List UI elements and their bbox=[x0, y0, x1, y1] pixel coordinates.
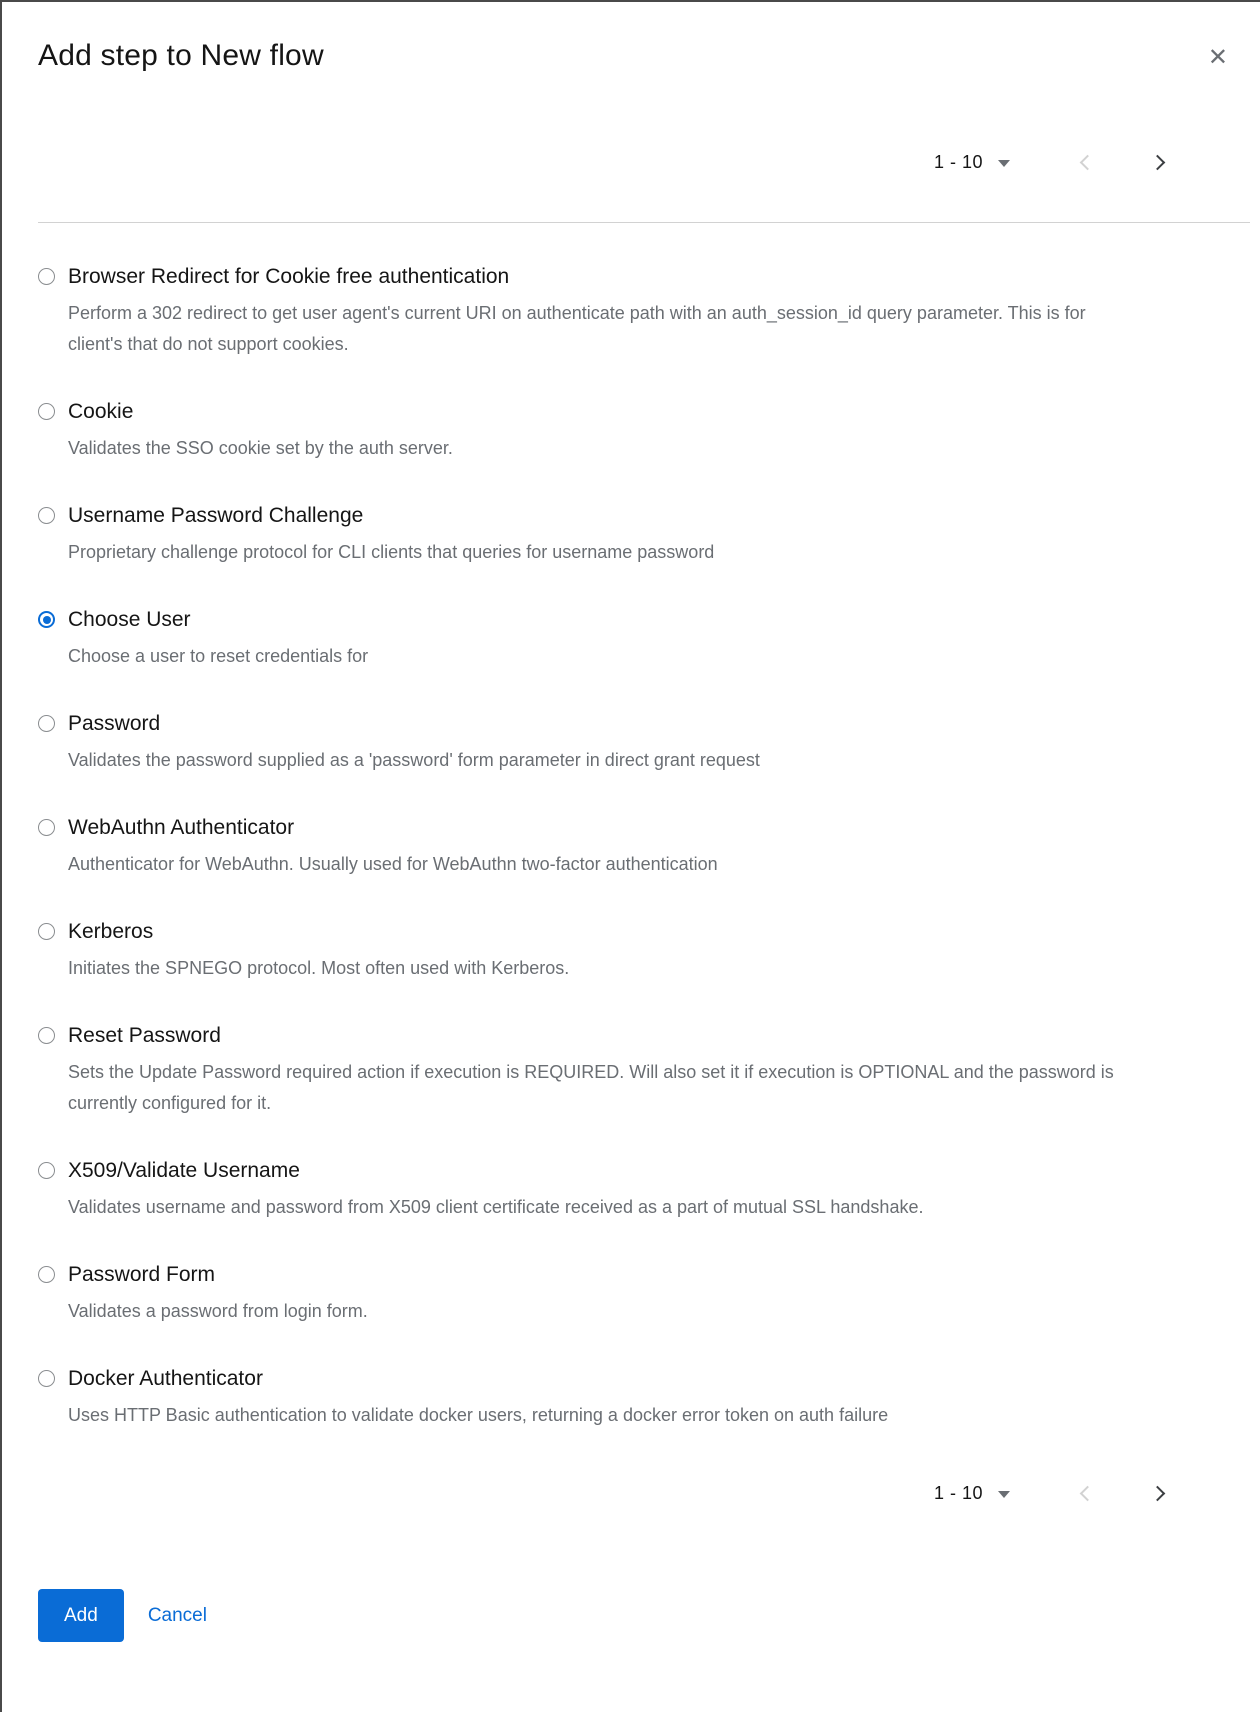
step-description: Validates username and password from X509 client certificate received as a part of mutual SSL handshake. bbox=[68, 1197, 924, 1217]
caret-down-icon bbox=[998, 160, 1010, 167]
list-item-text bbox=[68, 606, 368, 672]
list-item[interactable] bbox=[38, 1157, 1224, 1223]
radio-button[interactable] bbox=[38, 1162, 55, 1179]
add-button[interactable]: Add bbox=[38, 1589, 124, 1642]
modal-header bbox=[38, 2, 1228, 74]
list-item-text bbox=[68, 1261, 368, 1327]
pagination-next-button[interactable] bbox=[1130, 1477, 1184, 1509]
pagination-range-toggle[interactable] bbox=[926, 148, 1018, 177]
add-step-modal bbox=[2, 2, 1260, 1642]
close-icon: ✕ bbox=[1207, 44, 1228, 71]
step-description: Initiates the SPNEGO protocol. Most often used with Kerberos. bbox=[68, 958, 570, 978]
step-title: WebAuthn Authenticator bbox=[68, 816, 295, 839]
pagination-next-button[interactable] bbox=[1130, 146, 1184, 178]
step-title: X509/Validate Username bbox=[68, 1159, 300, 1182]
cancel-button[interactable]: Cancel bbox=[147, 1604, 207, 1626]
chevron-left-icon bbox=[1079, 1485, 1095, 1501]
list-item[interactable] bbox=[38, 1022, 1224, 1119]
chevron-left-icon bbox=[1079, 154, 1095, 170]
step-title: Choose User bbox=[68, 608, 191, 631]
step-description: Sets the Update Password required action if execution is REQUIRED. Will also set it if execution is OPTIONAL and the password is currently configured for it. bbox=[68, 1062, 1114, 1113]
pagination-range-label: 1 - 10 bbox=[933, 151, 983, 172]
list-item-text bbox=[68, 263, 1126, 360]
step-title: Reset Password bbox=[68, 1024, 221, 1047]
list-item[interactable] bbox=[38, 502, 1224, 568]
radio-button[interactable] bbox=[38, 923, 55, 940]
radio-button[interactable] bbox=[38, 819, 55, 836]
list-item[interactable] bbox=[38, 398, 1224, 464]
radio-button[interactable] bbox=[38, 1266, 55, 1283]
list-item[interactable] bbox=[38, 814, 1224, 880]
step-description: Validates the SSO cookie set by the auth server. bbox=[68, 438, 453, 458]
step-description: Uses HTTP Basic authentication to validate docker users, returning a docker error token on auth failure bbox=[68, 1405, 889, 1425]
radio-button[interactable] bbox=[38, 1370, 55, 1387]
chevron-right-icon bbox=[1149, 1485, 1165, 1501]
step-title: Docker Authenticator bbox=[68, 1367, 263, 1390]
step-description: Choose a user to reset credentials for bbox=[68, 646, 369, 666]
pagination-range-toggle[interactable] bbox=[926, 1479, 1018, 1508]
radio-button[interactable] bbox=[38, 611, 55, 628]
list-item-text bbox=[68, 814, 718, 880]
radio-button[interactable] bbox=[38, 1027, 55, 1044]
list-item-text bbox=[68, 502, 714, 568]
list-item[interactable] bbox=[38, 1365, 1224, 1431]
step-description: Perform a 302 redirect to get user agent's current URI on authenticate path with an auth_session_id query parameter. This is for client's that do not support cookies. bbox=[68, 303, 1086, 354]
step-list bbox=[38, 223, 1224, 1431]
chevron-right-icon bbox=[1149, 154, 1165, 170]
pagination-prev-button[interactable] bbox=[1060, 1477, 1114, 1509]
list-item-text bbox=[68, 1157, 923, 1223]
modal-title: Add step to New flow bbox=[38, 39, 324, 72]
radio-button[interactable] bbox=[38, 403, 55, 420]
list-item-text bbox=[68, 398, 453, 464]
pagination-range-label: 1 - 10 bbox=[933, 1482, 983, 1503]
modal-footer bbox=[38, 1589, 1224, 1642]
caret-down-icon bbox=[998, 1491, 1010, 1498]
list-item[interactable] bbox=[38, 710, 1224, 776]
list-item-text bbox=[68, 1365, 888, 1431]
step-title: Cookie bbox=[68, 400, 134, 423]
radio-button[interactable] bbox=[38, 268, 55, 285]
radio-button[interactable] bbox=[38, 715, 55, 732]
pagination-prev-button[interactable] bbox=[1060, 146, 1114, 178]
list-item-text bbox=[68, 710, 760, 776]
list-item[interactable] bbox=[38, 263, 1224, 360]
step-description: Authenticator for WebAuthn. Usually used for WebAuthn two-factor authentication bbox=[68, 854, 718, 874]
list-item[interactable] bbox=[38, 918, 1224, 984]
close-button[interactable] bbox=[1200, 42, 1236, 74]
step-title: Password bbox=[68, 712, 161, 735]
step-description: Proprietary challenge protocol for CLI clients that queries for username password bbox=[68, 542, 715, 562]
step-title: Password Form bbox=[68, 1263, 216, 1286]
list-item[interactable] bbox=[38, 606, 1224, 672]
step-title: Username Password Challenge bbox=[68, 504, 364, 527]
step-description: Validates a password from login form. bbox=[68, 1301, 368, 1321]
pagination-bottom bbox=[38, 1477, 1224, 1509]
step-title: Browser Redirect for Cookie free authentication bbox=[68, 265, 510, 288]
list-item-text bbox=[68, 918, 569, 984]
pagination-top bbox=[38, 146, 1224, 178]
list-item[interactable] bbox=[38, 1261, 1224, 1327]
radio-button[interactable] bbox=[38, 507, 55, 524]
list-item-text bbox=[68, 1022, 1126, 1119]
step-title: Kerberos bbox=[68, 920, 154, 943]
step-description: Validates the password supplied as a 'password' form parameter in direct grant request bbox=[68, 750, 760, 770]
